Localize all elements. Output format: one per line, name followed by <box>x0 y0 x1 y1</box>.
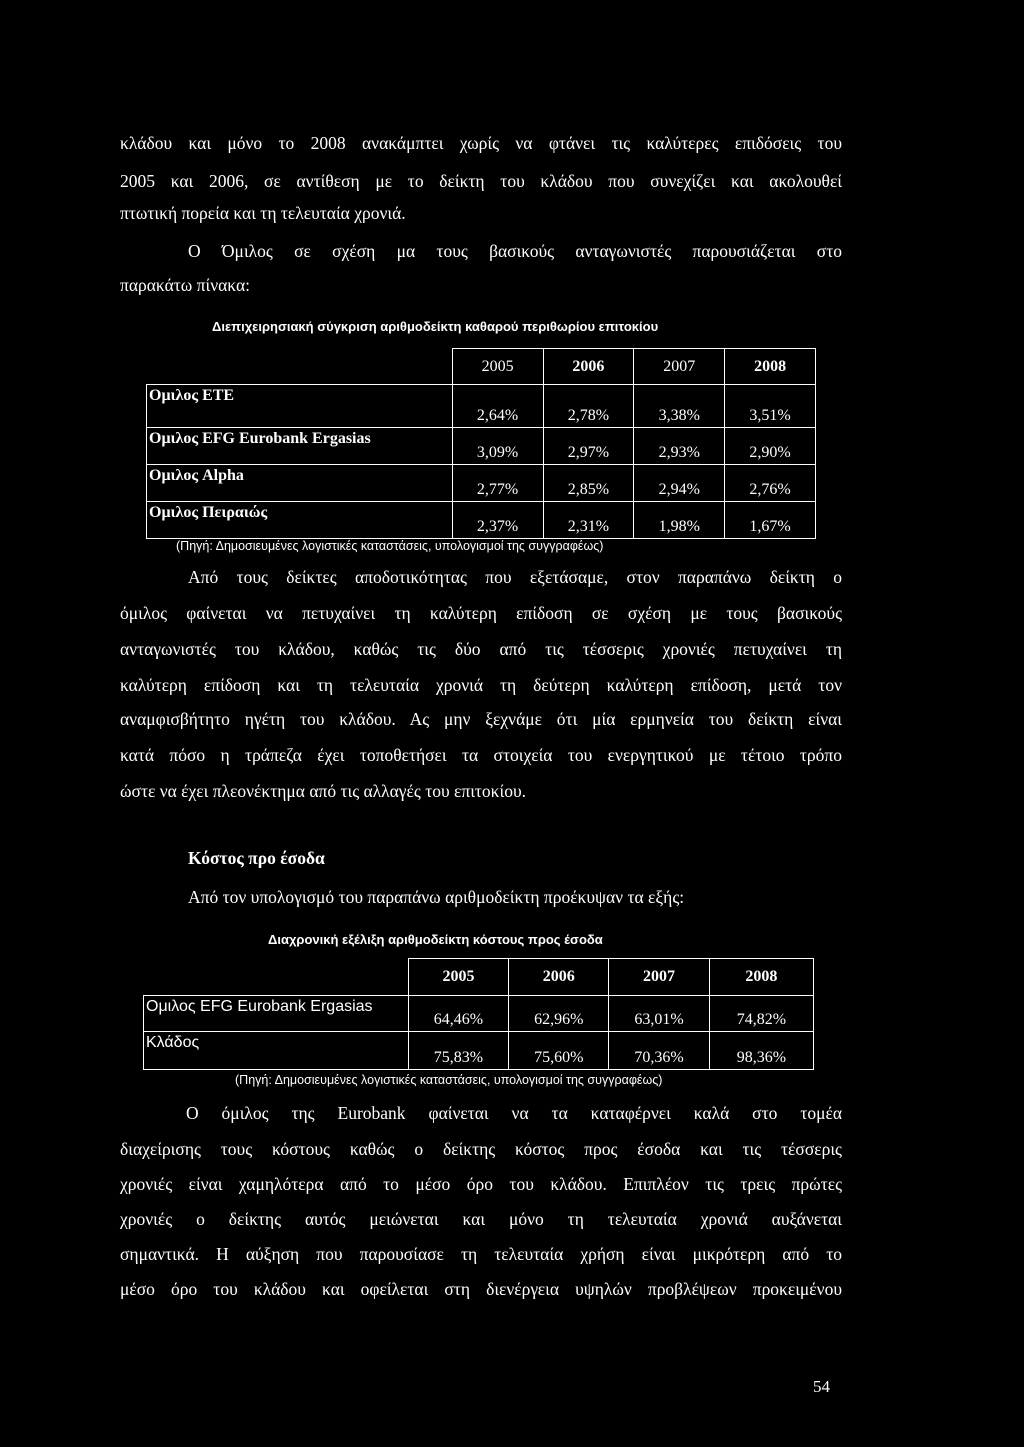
table-cell: 2,31% <box>543 502 634 539</box>
column-header: 2005 <box>408 959 508 996</box>
page-number: 54 <box>813 1377 830 1396</box>
table-row <box>147 465 816 502</box>
table-cell: 2,93% <box>634 428 725 465</box>
table-cell: 75,60% <box>509 1032 609 1070</box>
row-label: Ομιλος EFG Eurobank Ergasias <box>147 428 453 465</box>
table-row <box>147 385 816 428</box>
body-text-line: χρονιές ο δείκτης αυτός μειώνεται και μόνο τη τελευταία χρονιά αυξάνεται <box>120 1209 842 1229</box>
table-cell: 98,36% <box>709 1032 813 1070</box>
table-row <box>147 428 816 465</box>
table-cell: 63,01% <box>609 996 709 1032</box>
body-text-line: παρακάτω πίνακα: <box>120 275 250 295</box>
column-header: 2006 <box>509 959 609 996</box>
body-text-line: κλάδου και μόνο το 2008 ανακάμπτει χωρίς να φτάνει τις καλύτερες επιδόσεις του <box>120 133 842 153</box>
table-cell: 62,96% <box>509 996 609 1032</box>
body-text-line: 2005 και 2006, σε αντίθεση με το δείκτη του κλάδου που συνεχίζει και ακολουθεί <box>120 171 842 191</box>
column-header: 2007 <box>634 349 725 385</box>
table-caption: Διαχρονική εξέλιξη αριθμοδείκτη κόστους προς έσοδα <box>268 932 603 947</box>
column-header: 2008 <box>725 349 816 385</box>
body-text-line: Ο Όμιλος σε σχέση μα τους βασικούς ανταγωνιστές παρουσιάζεται στο <box>188 241 842 261</box>
table-caption: Διεπιχειρησιακή σύγκριση αριθμοδείκτη καθαρού περιθωρίου επιτοκίου <box>212 319 659 334</box>
column-header: 2007 <box>609 959 709 996</box>
table-cell: 2,37% <box>452 502 543 539</box>
table-cell: 1,98% <box>634 502 725 539</box>
table-cell: 2,90% <box>725 428 816 465</box>
body-text-line: μέσο όρο του κλάδου και οφείλεται στη διενέργεια υψηλών προβλέψεων προκειμένου <box>120 1279 842 1299</box>
table-cell: 2,78% <box>543 385 634 428</box>
body-text-line: σημαντικά. Η αύξηση που παρουσίασε τη τελευταία χρήση είναι μικρότερη από το <box>120 1244 842 1264</box>
table-cell: 75,83% <box>408 1032 508 1070</box>
cost-to-income-table <box>143 958 814 1070</box>
body-text-line: ώστε να έχει πλεονέκτημα από τις αλλαγές του επιτοκίου. <box>120 781 527 801</box>
section-heading: Κόστος προ έσοδα <box>188 848 325 868</box>
row-label: Ομιλος Πειραιώς <box>147 502 453 539</box>
body-text-line: χρονιές είναι χαμηλότερα από το μέσο όρο του κλάδου. Επιπλέον τις τρεις πρώτες <box>120 1174 842 1194</box>
row-label: Κλάδος <box>144 1032 409 1070</box>
body-text-line: Από τους δείκτες αποδοτικότητας που εξετάσαμε, στον παραπάνω δείκτη ο <box>188 567 842 587</box>
row-label: Ομιλος Alpha <box>147 465 453 502</box>
table-cell: 3,51% <box>725 385 816 428</box>
row-label: Ομιλος ΕΤΕ <box>147 385 453 428</box>
table-cell: 3,09% <box>452 428 543 465</box>
body-text-line: αναμφισβήτητο ηγέτη του κλάδου. Ας μην ξεχνάμε ότι μία ερμηνεία του δείκτη είναι <box>120 709 842 729</box>
table-row <box>144 1032 814 1070</box>
table-row <box>144 996 814 1032</box>
body-text-line: όμιλος φαίνεται να πετυχαίνει τη καλύτερη επίδοση σε σχέση με τους βασικούς <box>120 603 842 623</box>
table-cell: 2,97% <box>543 428 634 465</box>
table-cell: 2,85% <box>543 465 634 502</box>
body-text-line: κατά πόσο η τράπεζα έχει τοποθετήσει τα στοιχεία του ενεργητικού με τέτοιο τρόπο <box>120 745 842 765</box>
table-cell: 2,77% <box>452 465 543 502</box>
table-cell: 70,36% <box>609 1032 709 1070</box>
body-text-line: καλύτερη επίδοση και τη τελευταία χρονιά τη δεύτερη καλύτερη επίδοση, μετά τον <box>120 675 842 695</box>
column-header: 2005 <box>452 349 543 385</box>
table-cell: 2,94% <box>634 465 725 502</box>
table-row <box>147 502 816 539</box>
table-cell: 1,67% <box>725 502 816 539</box>
table-cell: 3,38% <box>634 385 725 428</box>
row-label: Ομιλος EFG Eurobank Ergasias <box>144 996 409 1032</box>
body-text-line: ανταγωνιστές του κλάδου, καθώς τις δύο από τις τέσσερις χρονιές πετυχαίνει τη <box>120 639 842 659</box>
table-source: (Πηγή: Δημοσιευμένες λογιστικές καταστάσεις, υπολογισμοί της συγγραφέως) <box>235 1073 663 1087</box>
table-cell: 64,46% <box>408 996 508 1032</box>
table-cell: 2,64% <box>452 385 543 428</box>
body-text-line: πτωτική πορεία και τη τελευταία χρονιά. <box>120 203 406 223</box>
section-intro: Από τον υπολογισμό του παραπάνω αριθμοδείκτη προέκυψαν τα εξής: <box>188 887 685 907</box>
column-header: 2006 <box>543 349 634 385</box>
body-text-line: διαχείρισης τους κόστους καθώς ο δείκτης κόστος προς έσοδα και τις τέσσερις <box>120 1139 842 1159</box>
table-cell: 2,76% <box>725 465 816 502</box>
table-source: (Πηγή: Δημοσιευμένες λογιστικές καταστάσεις, υπολογισμοί της συγγραφέως) <box>176 539 604 553</box>
table-cell: 74,82% <box>709 996 813 1032</box>
net-interest-margin-table <box>146 348 816 539</box>
body-text-line: Ο όμιλος της Eurobank φαίνεται να τα καταφέρνει καλά στο τομέα <box>186 1103 842 1123</box>
column-header: 2008 <box>709 959 813 996</box>
